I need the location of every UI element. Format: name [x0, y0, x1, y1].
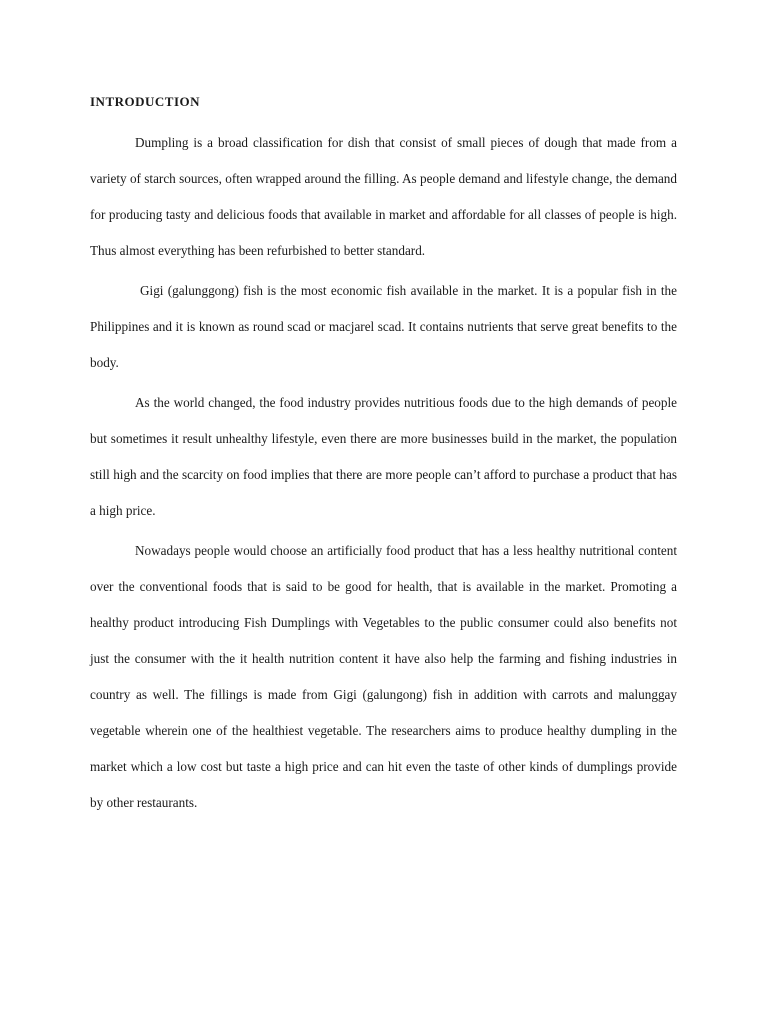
paragraph-healthy-product: Nowadays people would choose an artificially food product that has a less healthy nutritional content over the conventional foods that is said to be good for health, that is available in the market. Promoting a healthy product introducing Fish Dumplings with Vegetables to the public consumer could also benefits not just the consumer with the it health nutrition content it have also help the farming and fishing industries in country as well. The fillings is made from Gigi (galungong) fish in addition with carrots and malunggay vegetable wherein one of the healthiest vegetable. The researchers aims to produce healthy dumpling in the market which a low cost but taste a high price and can hit even the taste of other kinds of dumplings provide by other restaurants. [90, 543, 677, 810]
document-page [90, 88, 677, 825]
section-heading: INTRODUCTION [90, 94, 201, 109]
paragraph-gigi-fish: Gigi (galunggong) fish is the most economic fish available in the market. It is a popular fish in the Philippines and it is known as round scad or macjarel scad. It contains nutrients that serve great benefits to the body. [90, 283, 677, 370]
paragraph-dumpling-definition: Dumpling is a broad classification for dish that consist of small pieces of dough that made from a variety of starch sources, often wrapped around the filling. As people demand and lifestyle change, the demand for producing tasty and delicious foods that available in market and affordable for all classes of people is high. Thus almost everything has been refurbished to better standard. [90, 135, 677, 258]
paragraph-food-industry: As the world changed, the food industry provides nutritious foods due to the high demands of people but sometimes it result unhealthy lifestyle, even there are more businesses build in the market, the population still high and the scarcity on food implies that there are more people can’t afford to purchase a product that has a high price. [90, 395, 677, 518]
